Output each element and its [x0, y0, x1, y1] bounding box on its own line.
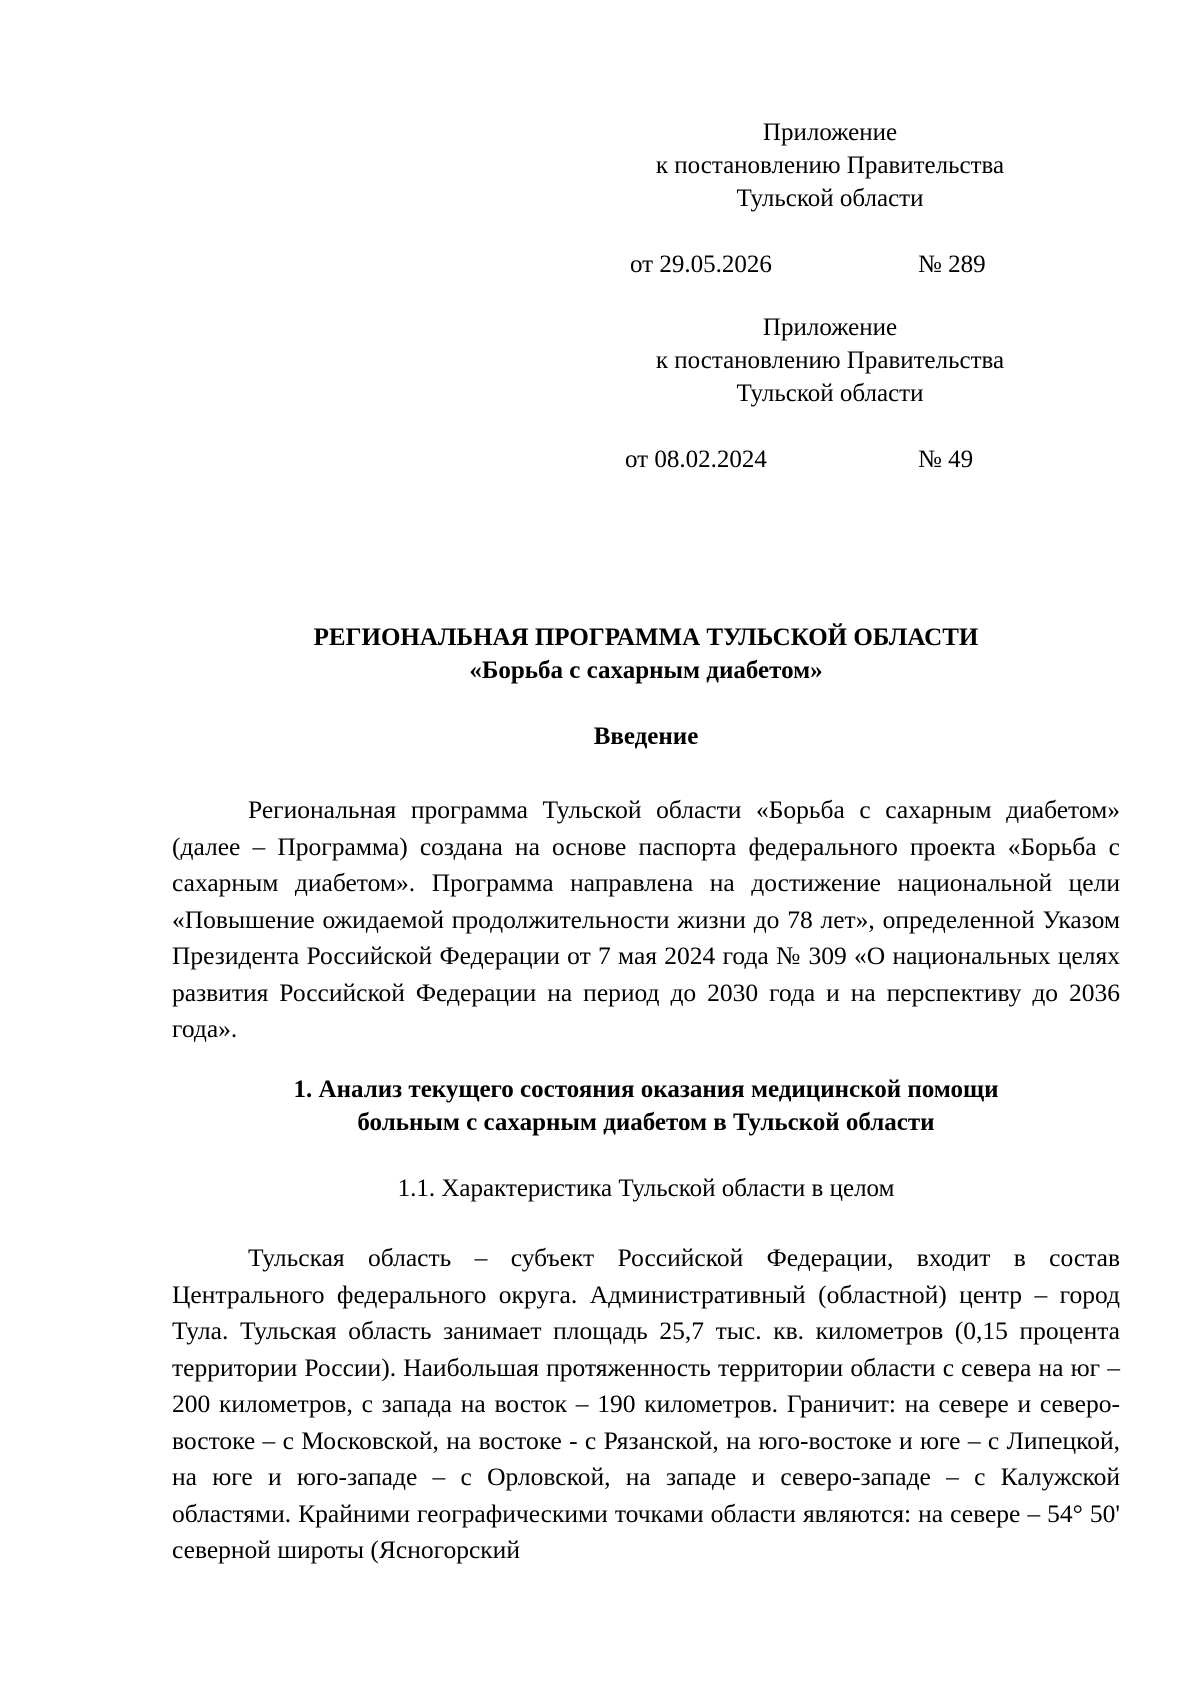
document-title [172, 621, 1120, 687]
appendix-resolution-line: к постановлению Правительства [655, 347, 1005, 374]
section-1-heading-line-2: больным с сахарным диабетом в Тульской области [357, 1109, 935, 1136]
appendix-header-previous [620, 311, 1040, 410]
intro-heading: Введение [593, 723, 699, 750]
appendix-label: Приложение [762, 119, 898, 146]
section-1-heading [172, 1073, 1120, 1139]
intro-paragraph: Региональная программа Тульской области «Борьба с сахарным диабетом» (далее – Программа) создана на основе паспорта федерального проекта «Борьба с сахарным диабетом». Программа направлена на достижение национальной цели «Повышение ожидаемой продолжительности жизни до 78 лет», определенной Указом Президента Российской Федерации от 7 мая 2024 года № 309 «О национальных целях развития Российской Федерации на период до 2030 года и на перспективу до 2036 года». [172, 795, 1120, 1043]
appendix-region-line: Тульской области [736, 185, 924, 212]
appendix-number-current: № 289 [918, 251, 986, 278]
appendix-number-previous: № 49 [918, 446, 974, 473]
section-1-paragraph: Тульская область – субъект Российской Федерации, входит в состав Центрального федерального округа. Административный (областной) центр – город Тула. Тульская область занимает площадь 25,7 тыс. кв. километров (0,15 процента территории России). Наибольшая протяженность территории области с севера на юг – 200 километров, с запада на восток – 190 километров. Граничит: на севере и северо-востоке – с Московской, на востоке - с Рязанской, на юго-востоке и юге – с Липецкой, на юге и юго-западе – с Орловской, на западе и северо-западе – с Калужской областями. Крайними географическими точками области являются: на севере – 54° 50' северной широты (Ясногорский [172, 1243, 1120, 1564]
document-title-subtitle: «Борьба с сахарным диабетом» [469, 657, 823, 684]
appendix-label: Приложение [762, 314, 898, 341]
appendix-header-current [620, 116, 1040, 215]
appendix-date-current: от 29.05.2026 [630, 251, 772, 278]
appendix-date-previous: от 08.02.2024 [625, 446, 767, 473]
document-title-main: РЕГИОНАЛЬНАЯ ПРОГРАММА ТУЛЬСКОЙ ОБЛАСТИ [313, 624, 979, 651]
subsection-1-1-heading: 1.1. Характеристика Тульской области в целом [397, 1175, 895, 1202]
appendix-region-line: Тульской области [736, 380, 924, 407]
section-1-heading-line-1: 1. Анализ текущего состояния оказания медицинской помощи [293, 1076, 999, 1103]
appendix-resolution-line: к постановлению Правительства [655, 152, 1005, 179]
